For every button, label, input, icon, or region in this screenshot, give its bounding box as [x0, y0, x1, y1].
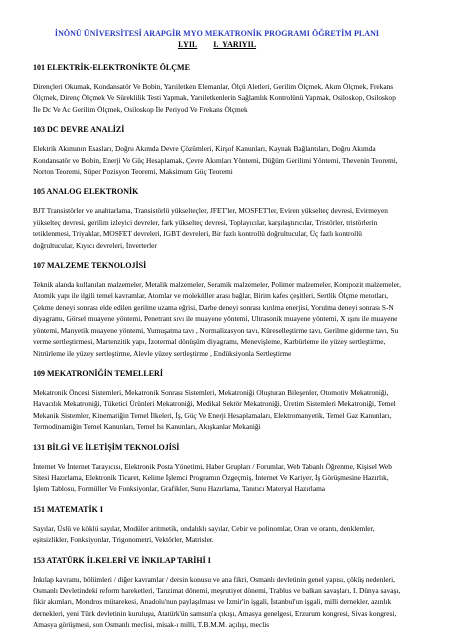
document-title: İNÖNÜ ÜNİVERSİTESİ ARAPGİR MYO MEKATRONİK PROGRAMI ÖĞRETİM PLANI [54, 29, 380, 38]
course-description: Sayılar, Üslü ve köklü sayılar, Modüler aritmetik, ondalıklı sayılar, Cebir ve polinomlar, Oran ve orantı, denklemler, eşitsizlikler, Fonksiyonlar, Trigonometri, Vektörler, Matrisler. [33, 523, 375, 545]
course-section [33, 261, 401, 359]
course-heading: 131 BİLGİ VE İLETİŞİM TEKNOLOJİSİ [33, 442, 180, 452]
course-section [33, 125, 401, 177]
course-description: Dirençleri Okumak, Kondansatör Ve Bobin, Yarıiletken Elemanlar, Ölçü Aletleri, Gerilim Ölçmek, Akım Ölçmek, Frekans Ölçmek, Direnç Ölçmek Ve Süreklilik Testi Yapmak, Yarıiletkenlerin Sağlamlık Kontrolünü Yapmak, Osiloskop, Osiloskop İle Dc Ve Ac Gerilim Ölçmek, Osiloskop İle Periyod Ve Frekans Ölçmek [33, 82, 396, 114]
course-description: Mekatronik Öncesi Sistemleri, Mekatronik Sonrası Sistemleri, Mekatroniği Oluşturan Bileşenler, Otomotiv Mekatroniği, Havacılık Mekatroniği, Tüketici Ürünleri Mekatroniği, Medikal Sektör Mekatroniği, Üretim Sistemleri Mekatroniği, Temel Mekanik Sistemler, Kinematiğin Temel İlkeleri, İş, Güç Ve Enerji Hesaplamaları, Elektromanyetik, Temel Gaz Kanunları, Termodinamiğin Temel Kanunları, Temel Isı Kanunları, Akışkanlar Mekaniği [33, 387, 396, 432]
course-heading: 103 DC DEVRE ANALİZİ [33, 125, 125, 135]
course-heading: 109 MEKATRONİĞİN TEMELLERİ [33, 368, 163, 378]
course-section [33, 63, 401, 115]
course-heading: 107 MALZEME TEKNOLOJİSİ [33, 261, 147, 271]
year-label: I.YIL [177, 40, 198, 49]
course-heading: 101 ELEKTRİK-ELEKTRONİKTE ÖLÇME [33, 63, 190, 72]
term-heading [33, 40, 401, 50]
course-description: BJT Transistörler ve anahtarlama, Transistörlü yükselteçler, JFET'ler, MOSFET'ler, Eviren yükselteç devresi, Evirmeyen yükselteç devresi, gerilim izleyici devreler, fark yükselteç devresi, Toplayıcılar, karşılaştırıcılar, Tristörler, tristörlerin tetiklenmesi, Triyaklar, MOSFET devreleri, IGBT devreleri, Bir fazlı kontrollü doğrultucular, Üç fazlı kontrollü doğrultucular, Kıyıcı devreleri, İnverterler [33, 206, 388, 250]
course-section [33, 187, 401, 251]
course-description: Teknik alanda kullanılan malzemeler, Metalik malzemeler, Seramik malzemeler, Polimer malzemeler, Kompozit malzemeler, Atomik yapı ile ilgili temel kavramlar, Atomlar ve moleküller arası bağlar, Birim kafes çeşitleri, Sertlik Ölçme metotları, Çekme deneyi sonrası elde edilen gerilme uzama eğrisi, Darbe deneyi sonrası kırılma enerjisi, Yorulma deneyi sonrası S-N diyagramı, Görsel muayene yöntemi, Penetrant sıvı ile muayene yöntemi, Ultrasonik muayene yöntemi, X ışını ile muayene yöntemi, Manyetik muayene yöntemi, Yumuşatma tavı , Normalizasyon tavı, Küreselleştirme tavı, Gerilme giderme tavı, Su verme sertleştirmesi, Martenzitik yapı, İzotermal dönüşüm diyagramı, Menevişleme, Karbürleme ile yüzey sertleştirme, Nitrürleme ile yüzey sertleştirme, Alevle yüzey sertleştirme , Endüksiyonla Sertleştirme [33, 280, 401, 358]
course-description: İnkılap kavramı, bölümleri / diğer kavramlar / dersin konusu ve ana fikri, Osmanlı devletinin genel yapısı, çöküş nedenleri, Osmanlı Devletindeki reform hareketleri, Tanzimat dönemi, meşrutiyet dönemi, Trablus ve balkan savaşları, I. Dünya savaşı, fikir akımları, Mondros mütarekesi, Anadolu'nun paylaşılması ve İzmir'in işgali, İstanbul'un işgali, milli dernekler, azınlık dernekleri, yeni Türk devletinin kuruluşu, Atatürk'ün samsun'a çıkışı, Amasya genelgesi, Erzurum kongresi, Sivas kongresi, Amasya görüşmesi, son Osmanlı meclisi, misak-ı milli, T.B.M.M. açılışı, meclis [33, 574, 401, 630]
course-section [33, 369, 401, 433]
term-label: I. YARIYIL [213, 40, 257, 49]
course-heading: 153 ATATÜRK İLKELERİ VE İNKILAP TARİHİ I [33, 555, 211, 565]
course-section [33, 505, 401, 546]
course-description: İnternet Ve İnternet Tarayıcısı, Elektronik Posta Yönetimi, Haber Grupları / Forumlar, Web Tabanlı Öğrenme, Kişisel Web Sitesi Hazırlama, Elektronik Ticaret, Kelime İşlemci Programın Özgeçmiş, İnternet Ve Kariyer, İş Görüşmesine Hazırlık, İşlem Tablosu, Formüller Ve Fonksiyonlar, Grafikler, Sunu Hazırlama, Tanıtıcı Materyal Hazırlama [33, 461, 392, 494]
course-section [33, 443, 401, 495]
course-heading: 151 MATEMATİK I [33, 504, 103, 514]
course-section [33, 556, 401, 631]
course-description: Elektrik Akımının Esasları, Doğru Akımda Devre Çözümleri, Kirşof Kanunları, Kaynak Bağlantıları, Doğru Akımda Kondansatör ve Bobin, Enerji Ve Güç Hesaplamak, Çevre Akımları Yöntemi, Düğüm Gerilimi Yöntemi, Thevenin Teoremi, Norton Teoremi, Süper Pozisyon Teoremi, Maksimum Güç Teoremi [33, 144, 398, 177]
course-heading: 105 ANALOG ELEKTRONİK [33, 187, 139, 197]
